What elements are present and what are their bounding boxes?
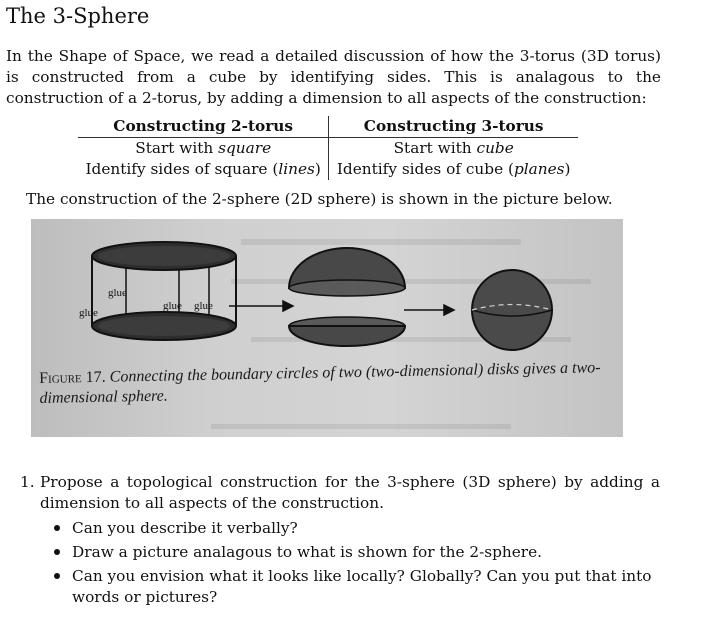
list-item: Can you envision what it looks like locally? Globally? Can you put that into words or pictures?: [54, 566, 660, 608]
question-bullets: [54, 518, 660, 608]
glue-label: glue: [108, 287, 127, 299]
construction-text: The construction of the 2-sphere (2D sphere) is shown in the picture below.: [26, 190, 613, 208]
bullet-icon: [54, 525, 60, 531]
question-number: 1.: [20, 473, 35, 491]
sphere-drawing: [472, 270, 552, 350]
question-text: Propose a topological construction for the 3-sphere (3D sphere) by adding a dimension to all aspects of the construction.: [40, 473, 660, 512]
arrow-right-icon: [404, 305, 454, 315]
question-list: [20, 472, 660, 611]
table-cell: Start with square: [78, 138, 329, 160]
bullet-icon: [54, 573, 60, 579]
table-row: [78, 138, 578, 160]
bullet-icon: [54, 549, 60, 555]
table-header-2-torus: Constructing 2-torus: [78, 116, 329, 138]
glue-label: glue: [79, 307, 98, 319]
table-header-3-torus: Constructing 3-torus: [329, 116, 578, 138]
table-cell: Start with cube: [393, 139, 514, 157]
table-row: [78, 159, 578, 180]
glue-label: glue: [163, 300, 182, 312]
figure-2-sphere: [31, 219, 623, 437]
table-cell: Identify sides of cube (planes): [336, 160, 571, 178]
hemisphere-top: [289, 248, 405, 296]
glue-label: glue: [194, 300, 213, 312]
figure-caption-label: Figure 17.: [39, 368, 106, 387]
list-item: Can you describe it verbally?: [54, 518, 660, 539]
construction-table: [78, 116, 578, 180]
list-item: Draw a picture analagous to what is shown for the 2-sphere.: [54, 542, 660, 563]
question-item: [20, 472, 660, 608]
intro-paragraph: In the Shape of Space, we read a detailed discussion of how the 3-torus (3D torus) is constructed from a cube by identifying sides. This is analagous to the construction of a 2-torus, by adding a dimension to all aspects of the construction:: [6, 47, 661, 107]
table-cell: Identify sides of square (lines): [78, 159, 329, 180]
page-title: The 3-Sphere: [6, 4, 150, 28]
arrow-right-icon: [229, 301, 293, 311]
figure-caption-text: Connecting the boundary circles of two (two-dimensional) disks gives a two-dimensional sphere.: [39, 359, 601, 407]
